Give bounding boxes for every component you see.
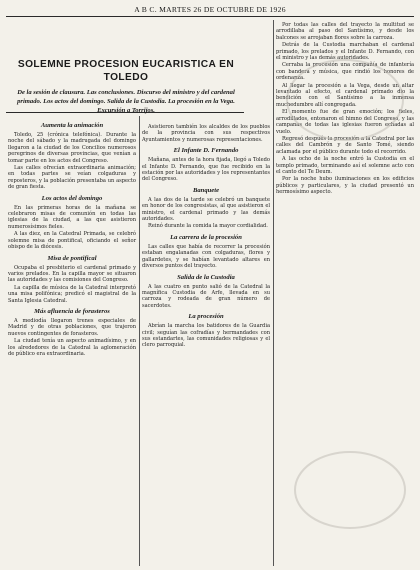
paragraph: Toledo, 25 (crónica telefónica). Durante la noche del sábado y la madrugada del domingo llegaron a la ciudad de los Concilios numerosos peregrinos de diversas provincias, que venían a tomar parte en los actos del Congreso. [8,132,136,164]
paragraph: A las ocho de la noche entró la Custodia en el templo primado, terminando así el solemne acto con el canto del Te Deum. [276,156,414,175]
headline: SOLEMNE PROCESION EUCARISTICA EN TOLEDO [17,59,235,83]
paragraph: Regresó después la procesión a la Catedral por las calles del Cambrón y de Santo Tomé, siendo aclamada por el público durante todo el recorrido. [276,135,414,155]
paragraph: Al llegar la procesión a la Vega, desde un altar levantado al efecto, el cardenal primado dio la bendición con el Santísimo a la inmensa muchedumbre allí congregada. [276,82,414,108]
column-divider [139,116,140,566]
paragraph: A las cuatro en punto salió de la Catedral la magnífica Custodia de Arfe, llevada en su carroza y rodeada de gran número de sacerdotes. [142,283,270,309]
paragraph: Cerraba la procesión una compañía de infantería con bandera y música, que rindió los honores de ordenanza. [276,62,414,82]
paragraph: Ocupaba el presbiterio el cardenal primado y varios prelados. En la capilla mayor se situaron las autoridades y las comisiones del Congreso. [8,264,136,284]
section-heading: El Infante D. Fernando [173,147,239,155]
paragraph: Asistieron también los alcaldes de los pueblos de la provincia con sus respectivos Ayuntamientos y numerosas representaciones. [142,124,270,143]
column-divider [273,20,274,566]
paragraph: A mediodía llegaron trenes especiales de Madrid y de otras poblaciones, que trajeron nuevos contingentes de forasteros. [8,317,136,337]
column-2 [142,124,270,350]
paragraph: En las primeras horas de la mañana se celebraron misas de comunión en todas las iglesias de la ciudad, a las que asistieron numerosísimos fieles. [8,204,136,230]
section-heading: La procesión [188,313,224,321]
paragraph: La ciudad tenía un aspecto animadísimo, y en los alrededores de la Catedral la aglomeración de público era extraordinaria. [8,338,136,357]
section-heading: Banquete [192,186,219,194]
paragraph: A las dos de la tarde se celebró un banquete en honor de los congresistas, al que asistieron el ministro, el cardenal primado y las demás autoridades. [142,196,270,223]
paragraph: Mañana, antes de la hora fijada, llegó a Toledo el Infante D. Fernando, que fue recibido en la estación por las autoridades y los representantes del Congreso. [142,157,270,183]
section-heading: Más afluencia de forasteros [34,307,110,315]
column-3 [276,22,414,197]
paragraph: Por la noche hubo iluminaciones en los edificios públicos y particulares, y la ciudad presentó un hermosísimo aspecto. [276,176,414,196]
section-heading: Los actos del domingo [41,194,103,202]
paragraph: Por todas las calles del trayecto la multitud se arrodillaba al paso del Santísimo, y desde los balcones se arrojaban flores sobre la carroza. [276,22,414,41]
paragraph: Las calles ofrecían extraordinaria animación; en todas partes se veían colgaduras y reposteros, y la población presentaba un aspecto de gran fiesta. [8,165,136,191]
paragraph: Abrían la marcha los batidores de la Guardia civil; seguían las cofradías y hermandades con sus estandartes, las comunidades religiosas y el clero parroquial. [142,323,270,349]
paragraph: Las calles que había de recorrer la procesión estaban engalanadas con colgaduras, flores y gallardetes, y se habían levantado altares en diversos puntos del trayecto. [142,243,270,270]
paragraph: La capilla de música de la Catedral interpretó una misa polifónica; predicó el magistral de la Santa Iglesia Catedral. [8,284,136,304]
running-head: A B C. MARTES 26 DE OCTUBRE DE 1926 [134,5,286,14]
section-heading: Misa de pontifical [47,254,97,262]
paragraph: El momento fue de gran emoción; los fieles, arrodillados, entonaron el himno del Congreso, y las campanas de todas las iglesias fueron echadas al vuelo. [276,109,414,135]
subhead: De la sesión de clausura. Las conclusiones. Discurso del ministro y del cardenal primado. Los actos del domingo. Salida de la Custodia. La procesión en la Vega. Excursión a Torrijos. [17,89,235,114]
paragraph: Detrás de la Custodia marchaban el cardenal primado, los prelados y el Infante D. Fernando, con el ministro y las demás autoridades. [276,42,414,62]
top-rule [6,16,414,17]
section-heading: Aumenta la animación [40,122,104,129]
section-heading: La carrera de la procesión [170,233,242,241]
paragraph: Reinó durante la comida la mayor cordialidad. [148,223,268,230]
section-heading: Salida de la Custodia [177,273,235,281]
paragraph: A las diez, en la Catedral Primada, se celebró solemne misa de pontifical, oficiando el señor obispo de la diócesis. [8,231,136,251]
column-1 [8,118,136,358]
